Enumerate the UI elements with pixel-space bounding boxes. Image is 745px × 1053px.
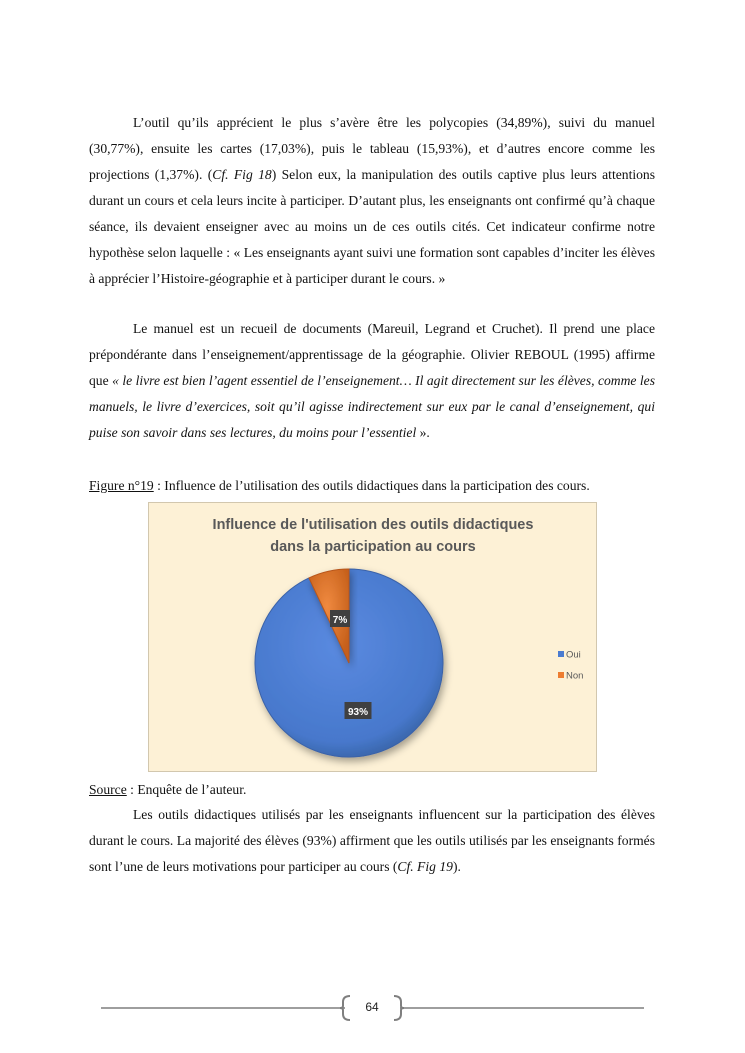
source-label: Source	[89, 782, 127, 797]
text-segment: Les outils didactiques utilisés par les enseignants influencent sur la participation des élèves durant le cours. La majorité des élèves (93%) affirment que les outils utilisés par les enseignants formés sont l’une de leurs motivations pour participer au cours (	[89, 807, 655, 874]
italic-text-segment: « le livre est bien l’agent essentiel de l’enseignement… Il agit directement sur les élèves, comme les manuels, le livre d’exercices, soit qu’il agisse indirectement sur eux par le canal d’enseignement, qui puise son savoir dans ses lectures, du moins pour l’essentiel	[89, 373, 655, 440]
figure-caption	[89, 477, 689, 495]
text-segment: ) Selon eux, la manipulation des outils captive plus leurs attentions durant un cours et cela leurs incite à participer. D’autant plus, les enseignants ont confirmé qu’à chaque séance, ils devaient enseigner avec au moins un de ces outils cités. Cet indicateur confirme notre hypothèse selon laquelle : « Les enseignants ayant suivi une formation sont capables d’inciter les élèves à apprécier l’Histoire-géographie et à participer durant le cours. »	[89, 167, 656, 286]
legend-label: Oui	[566, 649, 581, 661]
text-segment: ).	[452, 859, 461, 874]
source-text: : Enquête de l’auteur.	[126, 782, 247, 797]
pie-chart	[148, 502, 597, 772]
page-number: 64	[365, 1000, 379, 1014]
chart-title-line-2: dans la participation au cours	[270, 539, 476, 555]
figure-label: Figure n°19	[89, 478, 154, 493]
italic-text-segment: Cf. Fig 18	[212, 167, 272, 182]
legend-entry-non	[558, 671, 583, 682]
pie-label-text: 93%	[347, 707, 369, 718]
paragraph-3	[89, 802, 655, 880]
text-segment: Le manuel est un recueil de documents (Mareuil, Legrand et Cruchet). Il prend une place prépondérante dans l’enseignement/apprentissage de la géographie. Olivier REBOUL (1995) affirme que	[89, 321, 655, 388]
legend-label: Non	[566, 670, 584, 682]
pie-chart-svg	[149, 503, 598, 773]
paragraph-1	[89, 110, 655, 292]
pie-label-text: 7%	[332, 615, 348, 626]
paragraph-2	[89, 316, 655, 446]
legend-swatch	[558, 672, 564, 678]
pie-label-oui	[345, 702, 372, 719]
pie-label-non	[330, 610, 350, 627]
pie-slices	[255, 569, 443, 757]
text-segment: L’outil qu’ils apprécient le plus s’avère être les polycopies (34,89%), suivi du manuel (30,77%), ensuite les cartes (17,03%), puis le tableau (15,93%), et d’autres encore comme les projections (1,37%). (	[89, 115, 655, 182]
figure-caption-text: : Influence de l’utilisation des outils didactiques dans la participation des cours.	[153, 478, 590, 493]
chart-title-line-1: Influence de l'utilisation des outils didactiques	[212, 517, 534, 533]
chart-legend	[558, 650, 583, 682]
legend-entry-oui	[558, 650, 581, 661]
legend-swatch	[558, 651, 564, 657]
text-segment: ».	[416, 425, 430, 440]
italic-text-segment: Cf. Fig 19	[397, 859, 453, 874]
source-line	[89, 781, 689, 799]
